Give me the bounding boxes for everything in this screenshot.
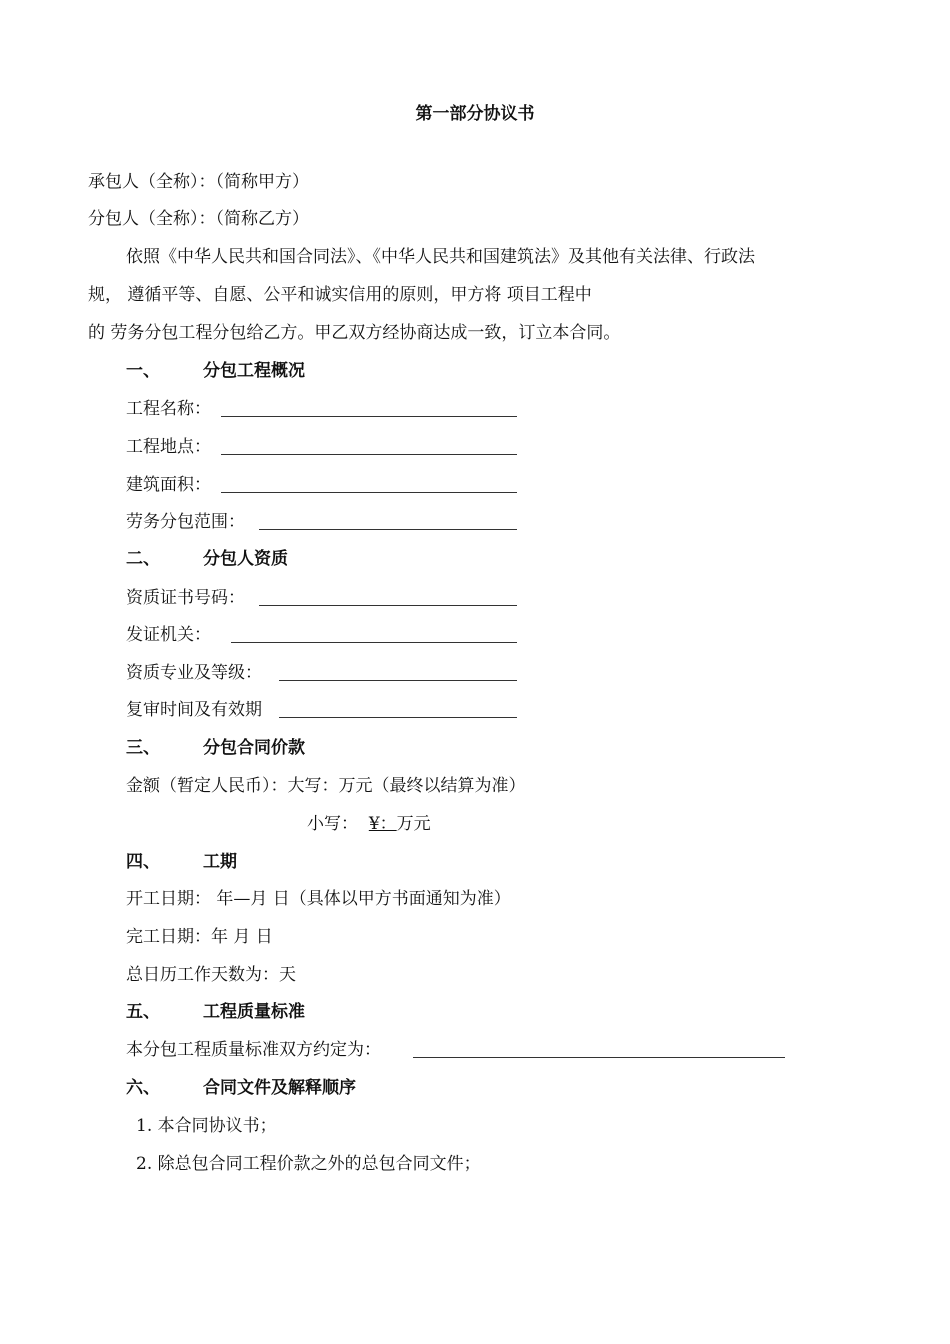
section-2-number: 二、 [126,549,160,569]
field-project-name-label: 工程名称： [126,399,211,419]
section-6-heading [126,1077,356,1099]
contract-doc-item-2: 2. 除总包合同工程价款之外的总包合同文件； [136,1154,481,1174]
section-1-title: 分包工程概况 [203,361,305,381]
amount-upper-line: 金额（暂定人民币）：大写：万元（最终以结算为准） [126,776,526,796]
total-days-line: 总日历工作天数为：天 [126,965,296,985]
field-labor-scope-label: 劳务分包范围： [126,512,245,532]
section-3-heading [126,737,305,759]
section-4-title: 工期 [203,852,237,872]
field-issuing-authority-label: 发证机关： [126,625,211,645]
amount-lower-unit: 万元 [396,814,431,834]
field-cert-number-blank[interactable] [259,605,517,606]
field-project-location-blank[interactable] [221,454,517,455]
field-building-area-blank[interactable] [221,492,517,493]
start-date-line: 开工日期： 年—月 日（具体以甲方书面通知为准） [126,889,511,909]
section-5-number: 五、 [126,1002,160,1022]
section-2-title: 分包人资质 [203,549,288,569]
intro-line-2: 规， 遵循平等、自愿、公平和诚实信用的原则，甲方将 项目工程中 [88,285,592,305]
quality-standard-label: 本分包工程质量标准双方约定为： [126,1040,381,1060]
field-labor-scope-blank[interactable] [259,529,517,530]
section-5-title: 工程质量标准 [203,1002,305,1022]
section-1-number: 一、 [126,361,160,381]
field-project-name-blank[interactable] [221,416,517,417]
section-4-heading [126,851,237,873]
intro-line-3: 的 劳务分包工程分包给乙方。甲乙双方经协商达成一致，订立本合同。 [88,323,621,343]
intro-line-1: 依照《中华人民共和国合同法》、《中华人民共和国建筑法》及其他有关法律、行政法 [126,247,755,267]
section-6-title: 合同文件及解释顺序 [203,1078,356,1098]
section-6-number: 六、 [126,1078,160,1098]
field-project-location-label: 工程地点： [126,437,211,457]
quality-standard-blank[interactable] [413,1057,785,1058]
section-1-heading [126,360,305,382]
field-review-validity-label: 复审时间及有效期 [126,700,262,720]
section-5-heading [126,1001,305,1023]
amount-lower-label: 小写： [307,814,358,834]
contract-doc-item-1: 1. 本合同协议书； [136,1116,277,1136]
document-title: 第一部分协议书 [415,104,535,124]
section-2-heading [126,548,288,570]
field-review-validity-blank[interactable] [279,717,517,718]
field-building-area-label: 建筑面积： [126,475,211,495]
section-3-number: 三、 [126,738,160,758]
field-qualification-grade-label: 资质专业及等级： [126,663,262,683]
contractor-line: 承包人（全称）：（简称甲方） [88,172,309,192]
amount-lower-line [307,813,431,835]
section-3-title: 分包合同价款 [203,738,305,758]
field-cert-number-label: 资质证书号码： [126,588,245,608]
section-4-number: 四、 [126,852,160,872]
field-qualification-grade-blank[interactable] [279,680,517,681]
subcontractor-line: 分包人（全称）：（简称乙方） [88,209,309,229]
amount-lower-symbol[interactable]: ¥： [368,814,397,834]
end-date-line: 完工日期：年 月 日 [126,927,273,947]
field-issuing-authority-blank[interactable] [231,642,517,643]
